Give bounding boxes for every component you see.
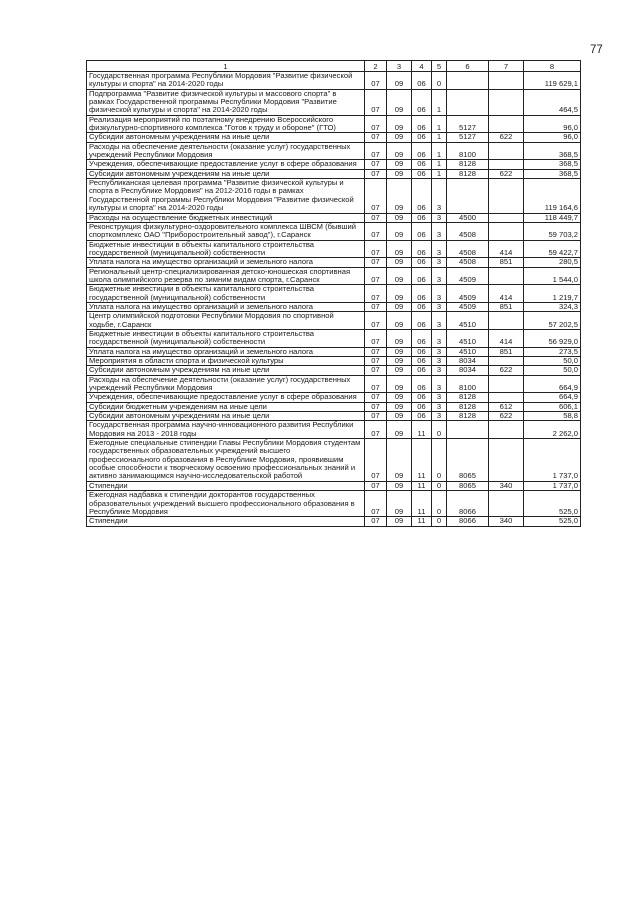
header-row [87,61,581,72]
subprogram-code-cell: 3 [432,357,447,366]
item-name-cell: Расходы на обеспечение деятельности (оказание услуг) государственных учреждений Республики Мордовия [87,375,365,393]
subprogram-code-cell: 3 [432,240,447,258]
amount-cell: 118 449,7 [524,213,581,222]
amount-cell: 56 929,0 [524,329,581,347]
subsection-code-cell: 09 [387,412,412,421]
amount-cell: 525,0 [524,491,581,517]
header-cell: 6 [447,61,489,72]
expense-type-cell: 622 [489,133,524,142]
program-code-cell: 06 [412,393,432,402]
program-code-cell: 06 [412,72,432,90]
section-code-cell: 07 [365,357,387,366]
expense-type-cell [489,72,524,90]
section-code-cell: 07 [365,412,387,421]
item-name-cell: Уплата налога на имущество организаций и земельного налога [87,347,365,356]
subprogram-code-cell: 3 [432,285,447,303]
direction-code-cell: 8100 [447,142,489,160]
program-code-cell: 06 [412,285,432,303]
program-code-cell: 11 [412,421,432,439]
program-code-cell: 06 [412,366,432,375]
table-row [87,491,581,517]
amount-cell: 96,0 [524,133,581,142]
subsection-code-cell: 09 [387,329,412,347]
item-name-cell: Субсидии автономным учреждениям на иные цели [87,133,365,142]
subprogram-code-cell: 3 [432,258,447,267]
direction-code-cell: 4510 [447,329,489,347]
direction-code-cell: 8128 [447,160,489,169]
item-name-cell: Расходы на обеспечение деятельности (оказание услуг) государственных учреждений Республики Мордовия [87,142,365,160]
table-row [87,357,581,366]
subprogram-code-cell: 0 [432,421,447,439]
amount-cell: 59 703,2 [524,222,581,240]
expense-type-cell: 622 [489,412,524,421]
item-name-cell: Стипендии [87,481,365,490]
program-code-cell: 06 [412,89,432,115]
expense-type-cell [489,89,524,115]
section-code-cell: 07 [365,222,387,240]
subprogram-code-cell: 1 [432,169,447,178]
header-cell: 3 [387,61,412,72]
expense-type-cell [489,222,524,240]
direction-code-cell: 8128 [447,412,489,421]
item-name-cell: Субсидии автономным учреждениям на иные цели [87,366,365,375]
section-code-cell: 07 [365,72,387,90]
subsection-code-cell: 09 [387,421,412,439]
item-name-cell: Реализация мероприятий по поэтапному внедрению Всероссийского физкультурно-спортивного комплекса "Готов к труду и обороне" (ГТО) [87,115,365,133]
direction-code-cell: 8065 [447,481,489,490]
header-cell: 7 [489,61,524,72]
program-code-cell: 11 [412,517,432,526]
item-name-cell: Субсидии автономным учреждениям на иные цели [87,169,365,178]
direction-code-cell: 8128 [447,402,489,411]
subsection-code-cell: 09 [387,115,412,133]
direction-code-cell [447,421,489,439]
table-row [87,222,581,240]
subsection-code-cell: 09 [387,402,412,411]
expense-type-cell [489,393,524,402]
subsection-code-cell: 09 [387,375,412,393]
program-code-cell: 06 [412,179,432,213]
amount-cell: 1 544,0 [524,267,581,285]
section-code-cell: 07 [365,491,387,517]
section-code-cell: 07 [365,312,387,330]
direction-code-cell: 4510 [447,312,489,330]
table-row [87,89,581,115]
table-row [87,439,581,482]
amount-cell: 525,0 [524,517,581,526]
subprogram-code-cell: 3 [432,267,447,285]
amount-cell: 324,3 [524,302,581,311]
amount-cell: 59 422,7 [524,240,581,258]
program-code-cell: 06 [412,169,432,178]
section-code-cell: 07 [365,267,387,285]
direction-code-cell: 8066 [447,517,489,526]
section-code-cell: 07 [365,375,387,393]
subprogram-code-cell: 3 [432,302,447,311]
item-name-cell: Учреждения, обеспечивающие предоставление услуг в сфере образования [87,393,365,402]
table-row [87,517,581,526]
expense-type-cell: 612 [489,402,524,411]
header-cell: 5 [432,61,447,72]
amount-cell: 1 737,0 [524,481,581,490]
subprogram-code-cell: 3 [432,375,447,393]
subsection-code-cell: 09 [387,393,412,402]
section-code-cell: 07 [365,169,387,178]
amount-cell: 50,0 [524,366,581,375]
item-name-cell: Бюджетные инвестиции в объекты капитального строительства государственной (муниципальной) собственности [87,329,365,347]
header-cell: 1 [87,61,365,72]
program-code-cell: 06 [412,375,432,393]
subprogram-code-cell: 3 [432,402,447,411]
subsection-code-cell: 09 [387,240,412,258]
expense-type-cell: 414 [489,240,524,258]
direction-code-cell: 5127 [447,115,489,133]
page-number: 77 [590,44,603,56]
table-row [87,412,581,421]
expense-type-cell [489,115,524,133]
table-row [87,258,581,267]
amount-cell: 280,5 [524,258,581,267]
item-name-cell: Субсидии бюджетным учреждениям на иные цели [87,402,365,411]
table-row [87,347,581,356]
subsection-code-cell: 09 [387,169,412,178]
expense-type-cell: 340 [489,517,524,526]
direction-code-cell: 4500 [447,213,489,222]
subprogram-code-cell: 1 [432,89,447,115]
section-code-cell: 07 [365,439,387,482]
program-code-cell: 06 [412,329,432,347]
program-code-cell: 06 [412,412,432,421]
direction-code-cell: 8066 [447,491,489,517]
budget-table [86,60,581,527]
subsection-code-cell: 09 [387,357,412,366]
section-code-cell: 07 [365,481,387,490]
expense-type-cell [489,421,524,439]
expense-type-cell [489,375,524,393]
subprogram-code-cell: 3 [432,393,447,402]
subprogram-code-cell: 1 [432,133,447,142]
amount-cell: 368,5 [524,169,581,178]
amount-cell: 664,9 [524,375,581,393]
subprogram-code-cell: 0 [432,72,447,90]
direction-code-cell: 8034 [447,366,489,375]
subsection-code-cell: 09 [387,302,412,311]
direction-code-cell: 8034 [447,357,489,366]
table-row [87,366,581,375]
item-name-cell: Государственная программа научно-инновационного развития Республики Мордовия на 2013 - 2018 годы [87,421,365,439]
expense-type-cell: 340 [489,481,524,490]
direction-code-cell: 4509 [447,285,489,303]
table-row [87,421,581,439]
amount-cell: 664,9 [524,393,581,402]
item-name-cell: Ежегодная надбавка к стипендии докторантов государственных образовательных учреждений высшего профессионального образования в Республике Мордовия [87,491,365,517]
program-code-cell: 06 [412,222,432,240]
amount-cell: 50,0 [524,357,581,366]
subprogram-code-cell: 1 [432,115,447,133]
subsection-code-cell: 09 [387,285,412,303]
subsection-code-cell: 09 [387,222,412,240]
section-code-cell: 07 [365,160,387,169]
header-cell: 4 [412,61,432,72]
expense-type-cell [489,439,524,482]
expense-type-cell: 851 [489,347,524,356]
subsection-code-cell: 09 [387,267,412,285]
subsection-code-cell: 09 [387,366,412,375]
direction-code-cell: 4510 [447,347,489,356]
expense-type-cell [489,357,524,366]
item-name-cell: Учреждения, обеспечивающие предоставление услуг в сфере образования [87,160,365,169]
item-name-cell: Ежегодные специальные стипендии Главы Республики Мордовия студентам государственных образовательных учреждений высшего профессионального образования в Республике Мордовия, проявившим особые способности к творческому освоению профессиональных знаний и активно занимающимся научно-исследовательской работой [87,439,365,482]
expense-type-cell [489,142,524,160]
amount-cell: 464,5 [524,89,581,115]
direction-code-cell: 4509 [447,302,489,311]
direction-code-cell [447,179,489,213]
amount-cell: 119 629,1 [524,72,581,90]
subsection-code-cell: 09 [387,312,412,330]
direction-code-cell: 4508 [447,240,489,258]
item-name-cell: Мероприятия в области спорта и физической культуры [87,357,365,366]
expense-type-cell [489,179,524,213]
section-code-cell: 07 [365,421,387,439]
item-name-cell: Региональный центр-специализированная детско-юношеская спортивная школа олимпийского резерва по зимним видам спорта, г.Саранск [87,267,365,285]
section-code-cell: 07 [365,366,387,375]
amount-cell: 96,0 [524,115,581,133]
expense-type-cell [489,267,524,285]
program-code-cell: 06 [412,312,432,330]
amount-cell: 273,5 [524,347,581,356]
subsection-code-cell: 09 [387,142,412,160]
section-code-cell: 07 [365,329,387,347]
section-code-cell: 07 [365,213,387,222]
item-name-cell: Реконструкция физкультурно-оздоровительного комплекса ШВСМ (бывший спорткомплекс ОАО "Приборостроительный завод"), г.Саранск [87,222,365,240]
table-row [87,393,581,402]
amount-cell: 606,1 [524,402,581,411]
expense-type-cell: 414 [489,329,524,347]
program-code-cell: 06 [412,213,432,222]
direction-code-cell: 8100 [447,375,489,393]
subsection-code-cell: 09 [387,89,412,115]
direction-code-cell: 8128 [447,169,489,178]
item-name-cell: Подпрограмма "Развитие физической культуры и массового спорта" в рамках Государственной программы Республики Мордовия "Развитие физической культуры и спорта" на 2014-2020 годы [87,89,365,115]
section-code-cell: 07 [365,115,387,133]
subsection-code-cell: 09 [387,213,412,222]
section-code-cell: 07 [365,179,387,213]
program-code-cell: 06 [412,160,432,169]
program-code-cell: 06 [412,267,432,285]
direction-code-cell: 8065 [447,439,489,482]
expense-type-cell [489,491,524,517]
table-row [87,302,581,311]
table-row [87,72,581,90]
subsection-code-cell: 09 [387,347,412,356]
program-code-cell: 06 [412,258,432,267]
expense-type-cell [489,312,524,330]
program-code-cell: 11 [412,481,432,490]
table-body [87,72,581,527]
item-name-cell: Республиканская целевая программа "Развитие физической культуры и спорта в Республике Мордовия" на 2012-2016 годы в рамках Государственной программы Республики Мордовия "Развитие физической культуры и спорта" на 2014-2020 годы [87,179,365,213]
header-cell: 2 [365,61,387,72]
amount-cell: 368,5 [524,142,581,160]
table-row [87,169,581,178]
table-row [87,240,581,258]
program-code-cell: 11 [412,491,432,517]
section-code-cell: 07 [365,142,387,160]
subprogram-code-cell: 0 [432,439,447,482]
section-code-cell: 07 [365,89,387,115]
item-name-cell: Государственная программа Республики Мордовия "Развитие физической культуры и спорта" на 2014-2020 годы [87,72,365,90]
subprogram-code-cell: 0 [432,481,447,490]
expense-type-cell: 622 [489,366,524,375]
subprogram-code-cell: 3 [432,213,447,222]
subsection-code-cell: 09 [387,179,412,213]
subprogram-code-cell: 0 [432,517,447,526]
program-code-cell: 11 [412,439,432,482]
table-row [87,133,581,142]
subprogram-code-cell: 1 [432,142,447,160]
subsection-code-cell: 09 [387,72,412,90]
item-name-cell: Уплата налога на имущество организаций и земельного налога [87,258,365,267]
subprogram-code-cell: 3 [432,412,447,421]
table-row [87,115,581,133]
program-code-cell: 06 [412,302,432,311]
table-row [87,329,581,347]
item-name-cell: Центр олимпийской подготовки Республики Мордовия по спортивной ходьбе, г.Саранск [87,312,365,330]
table-row [87,375,581,393]
direction-code-cell [447,72,489,90]
program-code-cell: 06 [412,240,432,258]
subprogram-code-cell: 3 [432,347,447,356]
subprogram-code-cell: 0 [432,491,447,517]
amount-cell: 368,5 [524,160,581,169]
expense-type-cell [489,213,524,222]
direction-code-cell [447,89,489,115]
direction-code-cell: 4508 [447,258,489,267]
subsection-code-cell: 09 [387,133,412,142]
amount-cell: 2 262,0 [524,421,581,439]
header-cell: 8 [524,61,581,72]
expense-type-cell [489,160,524,169]
item-name-cell: Расходы на осуществление бюджетных инвестиций [87,213,365,222]
subprogram-code-cell: 3 [432,179,447,213]
expense-type-cell: 414 [489,285,524,303]
direction-code-cell: 4508 [447,222,489,240]
direction-code-cell: 4509 [447,267,489,285]
subprogram-code-cell: 1 [432,160,447,169]
subsection-code-cell: 09 [387,258,412,267]
program-code-cell: 06 [412,115,432,133]
item-name-cell: Бюджетные инвестиции в объекты капитального строительства государственной (муниципальной) собственности [87,240,365,258]
subsection-code-cell: 09 [387,439,412,482]
table-row [87,142,581,160]
subprogram-code-cell: 3 [432,312,447,330]
amount-cell: 1 737,0 [524,439,581,482]
section-code-cell: 07 [365,240,387,258]
subprogram-code-cell: 3 [432,366,447,375]
table-row [87,267,581,285]
program-code-cell: 06 [412,402,432,411]
section-code-cell: 07 [365,133,387,142]
expense-type-cell: 851 [489,302,524,311]
table-row [87,285,581,303]
item-name-cell: Субсидии автономным учреждениям на иные цели [87,412,365,421]
program-code-cell: 06 [412,357,432,366]
program-code-cell: 06 [412,133,432,142]
subprogram-code-cell: 3 [432,329,447,347]
expense-type-cell: 851 [489,258,524,267]
direction-code-cell: 5127 [447,133,489,142]
section-code-cell: 07 [365,517,387,526]
amount-cell: 1 219,7 [524,285,581,303]
item-name-cell: Стипендии [87,517,365,526]
direction-code-cell: 8128 [447,393,489,402]
subsection-code-cell: 09 [387,481,412,490]
section-code-cell: 07 [365,302,387,311]
amount-cell: 58,8 [524,412,581,421]
item-name-cell: Бюджетные инвестиции в объекты капитального строительства государственной (муниципальной) собственности [87,285,365,303]
program-code-cell: 06 [412,142,432,160]
subsection-code-cell: 09 [387,517,412,526]
table-row [87,481,581,490]
subprogram-code-cell: 3 [432,222,447,240]
table-row [87,402,581,411]
amount-cell: 57 202,5 [524,312,581,330]
program-code-cell: 06 [412,347,432,356]
subsection-code-cell: 09 [387,491,412,517]
table-row [87,179,581,213]
subsection-code-cell: 09 [387,160,412,169]
section-code-cell: 07 [365,258,387,267]
expense-type-cell: 622 [489,169,524,178]
table-row [87,160,581,169]
section-code-cell: 07 [365,393,387,402]
amount-cell: 119 164,6 [524,179,581,213]
section-code-cell: 07 [365,347,387,356]
table-row [87,312,581,330]
table-row [87,213,581,222]
section-code-cell: 07 [365,285,387,303]
section-code-cell: 07 [365,402,387,411]
item-name-cell: Уплата налога на имущество организаций и земельного налога [87,302,365,311]
